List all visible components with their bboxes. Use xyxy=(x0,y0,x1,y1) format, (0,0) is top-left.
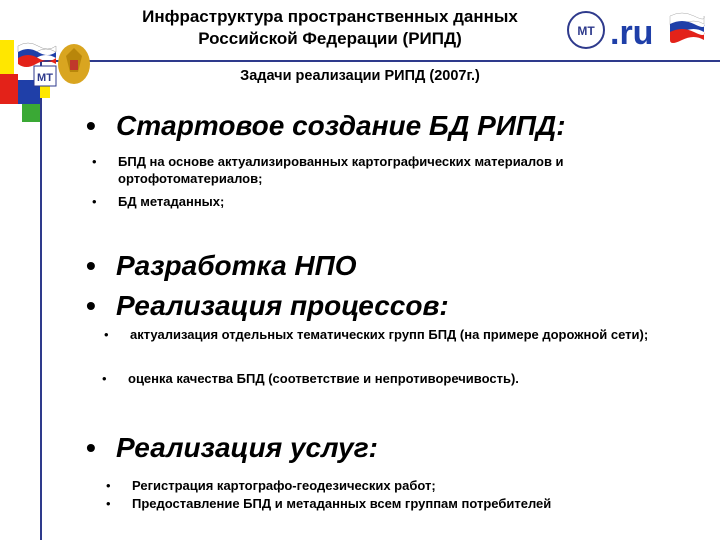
bullet-icon: • xyxy=(106,496,111,511)
bullet-icon: • xyxy=(86,250,96,281)
list-item: • БПД на основе актуализированных картографических материалов и ортофотоматериалов; xyxy=(92,154,564,186)
bullet-icon: • xyxy=(102,371,107,386)
page-title-line2: Российской Федерации (РИПД) xyxy=(198,29,462,48)
bullet-icon: • xyxy=(86,110,96,141)
svg-text:МТ: МТ xyxy=(577,24,595,38)
bullet-icon: • xyxy=(86,432,96,463)
list-item: • актуализация отдельных тематических групп БПД (на примере дорожной сети); xyxy=(104,327,649,342)
bullet-icon: • xyxy=(92,154,97,169)
flag-wave-icon xyxy=(670,13,704,43)
section-heading: • Стартовое создание БД РИПД: xyxy=(86,110,566,141)
list-item: • БД метаданных; xyxy=(92,194,225,209)
list-item: • Предоставление БПД и метаданных всем группам потребителей xyxy=(106,496,552,511)
ru-logo-text: .ru xyxy=(610,14,654,52)
list-item: • оценка качества БПД (соответствие и непротиворечивость). xyxy=(102,371,519,386)
section-heading: • Реализация процессов: xyxy=(86,290,449,321)
bullet-icon: • xyxy=(92,194,97,209)
page-subtitle: Задачи реализации РИПД (2007г.) xyxy=(240,68,480,84)
side-rule xyxy=(40,60,42,540)
bullet-icon: • xyxy=(106,478,111,493)
bullet-icon: • xyxy=(86,290,96,321)
page-title-line1: Инфраструктура пространственных данных xyxy=(142,7,518,26)
page-title xyxy=(0,6,660,50)
bullet-icon: • xyxy=(104,327,109,342)
header-rule xyxy=(40,60,720,62)
svg-text:МТ: МТ xyxy=(37,72,53,84)
section-heading: • Разработка НПО xyxy=(86,250,357,281)
section-heading: • Реализация услуг: xyxy=(86,432,379,463)
list-item: • Регистрация картографо-геодезических работ; xyxy=(106,478,436,493)
corner-block-green xyxy=(22,104,40,122)
